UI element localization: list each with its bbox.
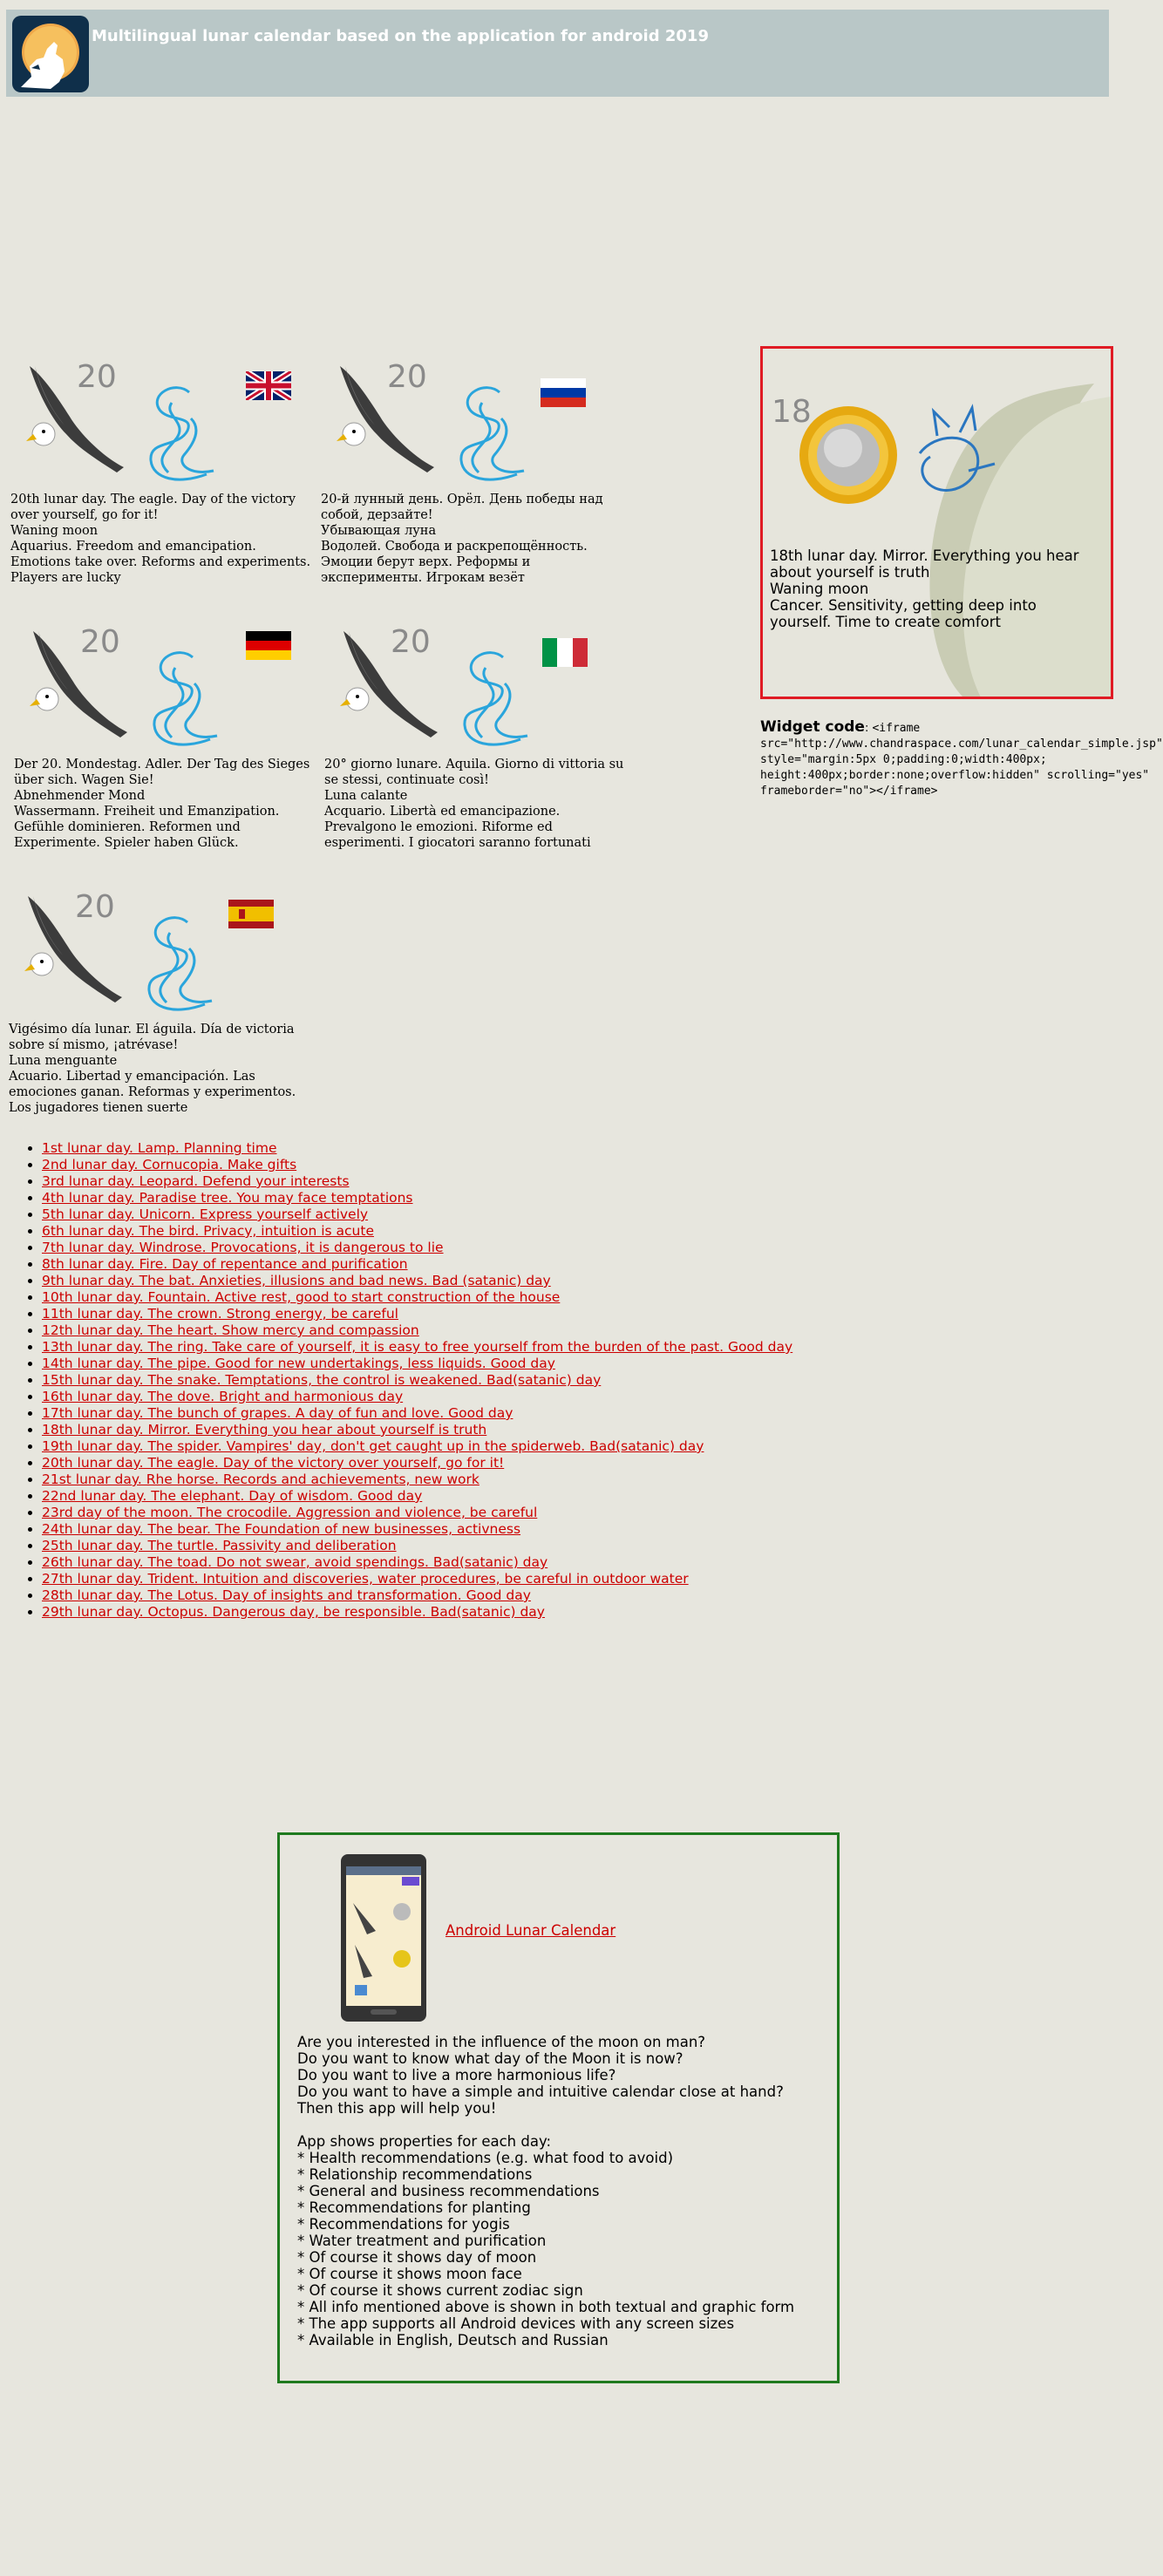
eagle-seal-illustration [9,872,314,1022]
lunar-day-item [42,1240,792,1256]
lunar-day-item [42,1405,792,1422]
lunar-day-link[interactable]: 20th lunar day. The eagle. Day of the victory over yourself, go for it! [42,1455,505,1471]
lunar-day-number: 18 [772,394,812,430]
lunar-day-number: 20 [77,359,117,395]
lunar-day-link[interactable]: 9th lunar day. The bat. Anxieties, illusions and bad news. Bad (satanic) day [42,1273,551,1288]
lunar-day-number: 20 [75,889,115,925]
lunar-day-description: Der 20. Mondestag. Adler. Der Tag des Sieges über sich. Wagen Sie! Abnehmender Mond Wassermann. Freiheit und Emanzipation. Gefühle dominieren. Reformen und Experimente. Spieler haben Glück. [14,758,310,850]
lunar-day-item [42,1587,792,1604]
lunar-widget-preview[interactable] [760,346,1113,699]
lunar-day-link[interactable]: 21st lunar day. Rhe horse. Records and achievements, new work [42,1472,479,1487]
lunar-day-item [42,1554,792,1571]
lunar-day-link[interactable]: 19th lunar day. The spider. Vampires' day, don't get caught up in the spiderweb. Bad(satanic) day [42,1438,704,1454]
russia-flag-icon[interactable] [541,378,586,407]
app-description: Are you interested in the influence of the moon on man? Do you want to know what day of the Moon it is now? Do you want to live a more harmonious life? Do you want to have a simple and intuitive calendar close at hand? Then this app will help you! App shows properties for each day: * Health recommendations (e.g. what food to avoid) * Relationship recommendations * General and business recommendations * Recommendations for planting * Recommendations for yogis * Water treatment and purification * Of course it shows day of moon * Of course it shows moon face * Of course it shows current zodiac sign * All info mentioned above is shown in both textual and graphic form * The app supports all Android devices with any screen sizes * Available in English, Deutsch and Russian [297,2034,795,2348]
lunar-day-link[interactable]: 17th lunar day. The bunch of grapes. A day of fun and love. Good day [42,1405,513,1421]
lunar-day-item [42,1472,792,1488]
lunar-card-english [10,342,316,586]
lunar-day-item [42,1306,792,1322]
lunar-day-link[interactable]: 6th lunar day. The bird. Privacy, intuition is acute [42,1223,374,1239]
lunar-day-item [42,1322,792,1339]
lunar-day-link[interactable]: 3rd lunar day. Leopard. Defend your interests [42,1173,350,1189]
lunar-day-item [42,1190,792,1206]
lunar-day-item [42,1339,792,1356]
lunar-day-link[interactable]: 12th lunar day. The heart. Show mercy and compassion [42,1322,419,1338]
lunar-days-list [42,1140,792,1621]
uk-flag-icon[interactable] [246,371,291,400]
germany-flag-icon[interactable] [246,631,291,660]
lunar-day-item [42,1372,792,1389]
lunar-day-link[interactable]: 25th lunar day. The turtle. Passivity and deliberation [42,1538,397,1553]
lunar-day-link[interactable]: 1st lunar day. Lamp. Planning time [42,1140,277,1156]
lunar-day-item [42,1571,792,1587]
lunar-day-item [42,1422,792,1438]
lunar-day-item [42,1488,792,1505]
lunar-day-link[interactable]: 4th lunar day. Paradise tree. You may face temptations [42,1190,413,1206]
lunar-day-item [42,1538,792,1554]
lunar-day-link[interactable]: 13th lunar day. The ring. Take care of yourself, it is easy to free yourself from the burden of the past. Good day [42,1339,793,1355]
lunar-day-number: 20 [80,624,120,660]
lunar-day-link[interactable]: 8th lunar day. Fire. Day of repentance and purification [42,1256,408,1272]
lunar-day-item [42,1289,792,1306]
spain-flag-icon[interactable] [228,900,274,928]
lunar-day-link[interactable]: 5th lunar day. Unicorn. Express yourself actively [42,1206,369,1222]
eagle-seal-illustration [10,342,316,492]
lunar-day-description: 20th lunar day. The eagle. Day of the victory over yourself, go for it! Waning moon Aquarius. Freedom and emancipation. Emotions take over. Reforms and experiments. Players are lucky [10,493,311,585]
android-app-promo [277,1832,840,2383]
lunar-day-item [42,1223,792,1240]
lunar-day-item [42,1604,792,1621]
lunar-card-russian [321,342,626,586]
lunar-day-link[interactable]: 16th lunar day. The dove. Bright and harmonious day [42,1389,404,1404]
lunar-day-item [42,1356,792,1372]
phone-screenshot[interactable] [341,1854,426,2022]
eagle-seal-illustration [324,607,629,757]
lunar-day-link[interactable]: 15th lunar day. The snake. Temptations, the control is weakened. Bad(satanic) day [42,1372,602,1388]
lunar-day-item [42,1256,792,1273]
lunar-day-item [42,1273,792,1289]
lunar-day-item [42,1140,792,1157]
lunar-card-german [14,607,319,851]
lunar-day-link[interactable]: 24th lunar day. The bear. The Foundation of new businesses, activness [42,1521,521,1537]
lunar-day-item [42,1521,792,1538]
lunar-day-link[interactable]: 27th lunar day. Trident. Intuition and discoveries, water procedures, be careful in outdoor water [42,1571,689,1587]
lunar-day-link[interactable]: 23rd day of the moon. The crocodile. Aggression and violence, be careful [42,1505,538,1520]
lunar-day-link[interactable]: 26th lunar day. The toad. Do not swear, avoid spendings. Bad(satanic) day [42,1554,548,1570]
lunar-day-item [42,1505,792,1521]
eagle-seal-illustration [14,607,319,757]
eagle-seal-illustration [321,342,626,492]
lunar-day-link[interactable]: 14th lunar day. The pipe. Good for new undertakings, less liquids. Good day [42,1356,555,1371]
widget-description: 18th lunar day. Mirror. Everything you hear about yourself is truth Waning moon Cancer. Sensitivity, getting deep into yourself. Time to create comfort [770,547,1079,630]
lunar-day-link[interactable]: 11th lunar day. The crown. Strong energy, be careful [42,1306,398,1322]
lunar-day-description: Vigésimo día lunar. El águila. Día de victoria sobre sí mismo, ¡atrévase! Luna menguante Acuario. Libertad y emancipación. Las emociones ganan. Reformas y experimentos. Los jugadores tienen suerte [9,1023,296,1115]
lunar-day-number: 20 [391,624,431,660]
lunar-day-link[interactable]: 22nd lunar day. The elephant. Day of wisdom. Good day [42,1488,423,1504]
widget-code-label: Widget code [760,718,865,736]
lunar-day-link[interactable]: 18th lunar day. Mirror. Everything you hear about yourself is truth [42,1422,487,1438]
lunar-day-item [42,1206,792,1223]
lunar-day-link[interactable]: 10th lunar day. Fountain. Active rest, good to start construction of the house [42,1289,561,1305]
lunar-day-number: 20 [387,359,427,395]
lunar-day-item [42,1438,792,1455]
app-logo [12,16,89,92]
lunar-day-link[interactable]: 7th lunar day. Windrose. Provocations, it is dangerous to lie [42,1240,444,1255]
page-header [6,10,1109,97]
lunar-card-spanish [9,872,314,1116]
lunar-day-item [42,1157,792,1173]
android-lunar-calendar-link[interactable]: Android Lunar Calendar [445,1922,616,1939]
lunar-day-item [42,1455,792,1472]
lunar-day-description: 20-й лунный день. Орёл. День победы над собой, дерзайте! Убывающая луна Водолей. Свобода и раскрепощённость. Эмоции берут верх. Реформы и эксперименты. Игрокам везёт [321,493,603,585]
italy-flag-icon[interactable] [542,638,588,667]
widget-code: <iframe src="http://www.chandraspace.com/lunar_calendar_simple.jsp" style="margin:5px 0;padding:0;width:400px; height:400px;border:none;overflow:hidden" scrolling="yes" frameborder="no"></iframe> [760,722,1163,798]
lunar-card-italian [324,607,629,851]
page-title: Multilingual lunar calendar based on the application for android 2019 [92,27,709,45]
lunar-day-item [42,1173,792,1190]
lunar-day-item [42,1389,792,1405]
lunar-day-link[interactable]: 29th lunar day. Octopus. Dangerous day, be responsible. Bad(satanic) day [42,1604,545,1620]
lunar-day-link[interactable]: 28th lunar day. The Lotus. Day of insights and transformation. Good day [42,1587,531,1603]
widget-code-block: Widget code: <iframe src="http://www.chandraspace.com/lunar_calendar_simple.jsp" style="margin:5px 0;padding:0;width:400px; height:400px;border:none;overflow:hidden" scrolling="yes" frameborder="no"></iframe> [760,718,1163,798]
lunar-day-description: 20° giorno lunare. Aquila. Giorno di vittoria su se stessi, continuate così! Luna calante Acquario. Libertà ed emancipazione. Prevalgono le emozioni. Riforme ed esperimenti. I giocatori saranno fortunati [324,758,624,850]
lunar-day-link[interactable]: 2nd lunar day. Cornucopia. Make gifts [42,1157,297,1172]
